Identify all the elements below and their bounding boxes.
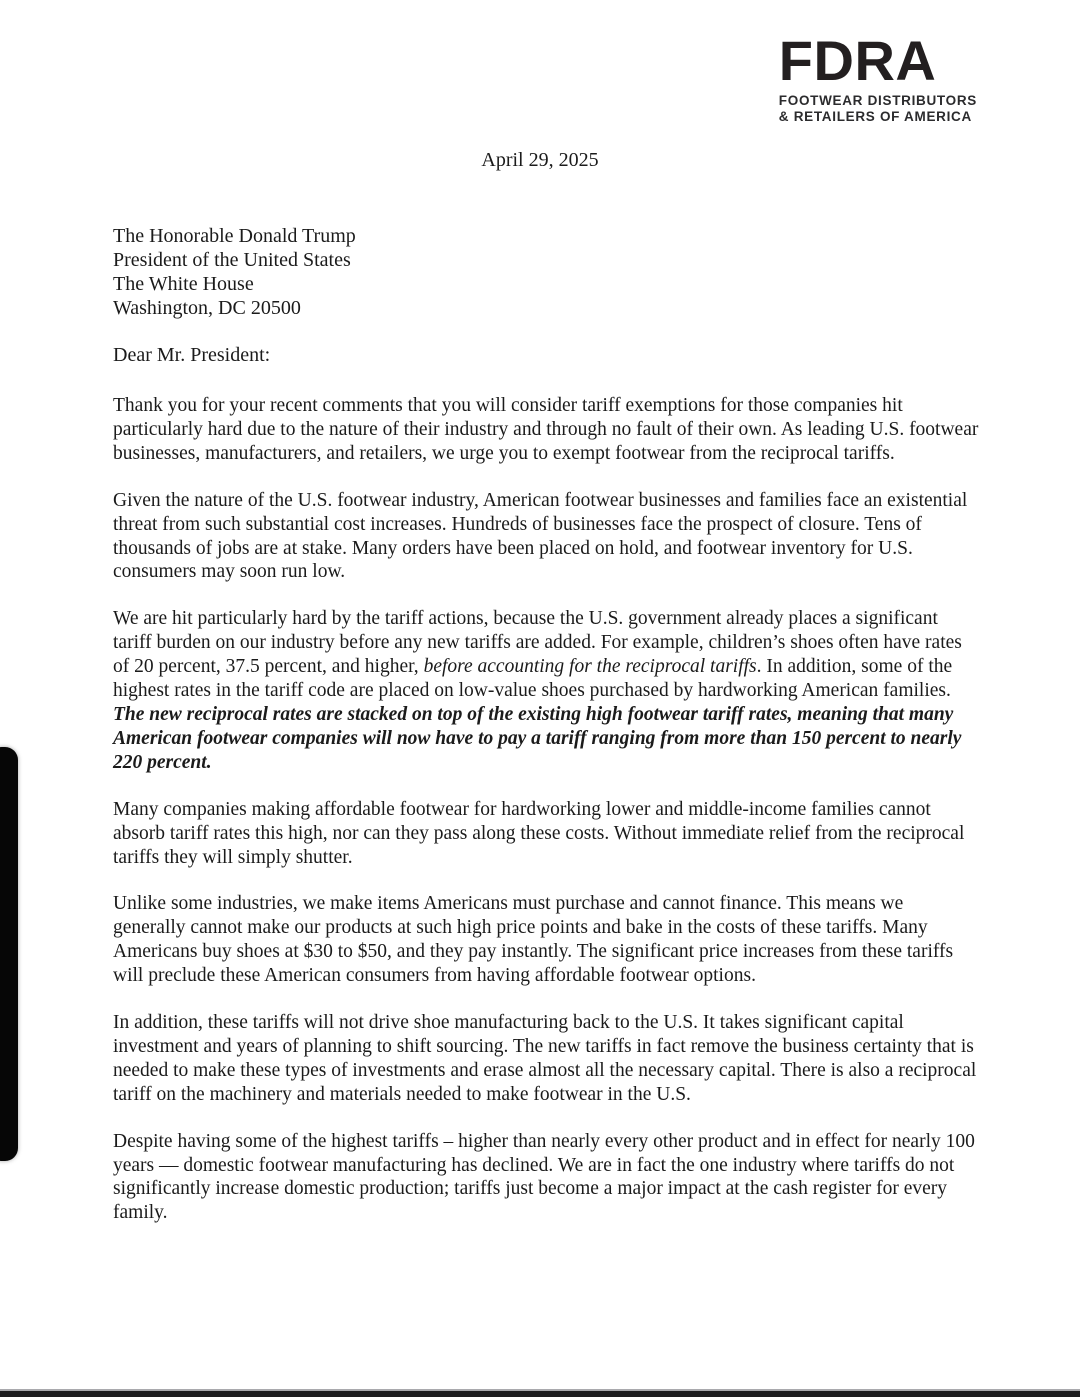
- text-run-normal: Thank you for your recent comments that you will consider tariff exemptions for those companies hit particularly hard due to the nature of their industry and through no fault of their own. As leading U.S. footwear businesses, manufacturers, and retailers, we urge you to exempt footwear from the reciprocal tariffs.: [113, 395, 979, 464]
- recipient-address-line: The White House: [113, 273, 254, 295]
- recipient-address-line: The Honorable Donald Trump: [113, 225, 356, 247]
- page-bottom-divider: [0, 1389, 1080, 1397]
- text-run-normal: . In addition, some of the highest rates in the tariff code are placed on low-value shoes purchased by hardworking American families.: [113, 656, 953, 702]
- salutation: Dear Mr. President:: [113, 344, 271, 366]
- text-run-normal: Unlike some industries, we make items Americans must purchase and cannot finance. This means we generally cannot make our products at such high price points and bake in the costs of these tariffs. Many Americans buy shoes at $30 to $50, and they pay instantly. The significant price increases from these tariffs will preclude these American consumers from having affordable footwear options.: [113, 893, 954, 987]
- fdra-logo-tagline-line2: & RETAILERS OF AMERICA: [778, 108, 972, 124]
- scroll-handle[interactable]: [0, 747, 18, 1161]
- recipient-address-line: Washington, DC 20500: [113, 297, 301, 319]
- letter-paragraph: [113, 1130, 979, 1226]
- letter-paragraph: [113, 489, 979, 585]
- fdra-logo: [778, 29, 977, 124]
- text-run-bold-italic: The new reciprocal rates are stacked on top of the existing high footwear tariff rates, meaning that many American footwear companies will now have to pay a tariff ranging from more than 150 percent to nearly 220 percent.: [113, 703, 962, 773]
- letter-paragraph: [113, 394, 979, 466]
- text-run-italic: before accounting for the reciprocal tariffs: [423, 656, 757, 678]
- text-run-normal: In addition, these tariffs will not drive shoe manufacturing back to the U.S. It takes significant capital investment and years of planning to shift sourcing. The new tariffs in fact remove the business certainty that is needed to make these types of investments and erase almost all the necessary capital. There is also a reciprocal tariff on the machinery and materials needed to make footwear in the U.S.: [113, 1012, 977, 1105]
- text-run-normal: We are hit particularly hard by the tariff actions, because the U.S. government already places a significant tariff burden on our industry before any new tariffs are added. For example, children’s shoes often have rates of 20 percent, 37.5 percent, and higher,: [113, 608, 962, 678]
- text-run-normal: Despite having some of the highest tariffs – higher than nearly every other product and in effect for nearly 100 years — domestic footwear manufacturing has declined. We are in fact the one industry where tariffs do not significantly increase domestic production; tariffs just become a major impact at the cash register for every family.: [113, 1130, 975, 1224]
- recipient-address-line: President of the United States: [113, 249, 351, 271]
- fdra-logo-tagline-line1: FOOTWEAR DISTRIBUTORS: [778, 93, 977, 109]
- letter-paragraph: [113, 1011, 979, 1107]
- fdra-logo-tagline: [779, 93, 977, 124]
- letter-paragraph: [113, 892, 979, 988]
- letter-body: [113, 394, 979, 1248]
- text-run-normal: Given the nature of the U.S. footwear industry, American footwear businesses and families face an existential threat from such substantial cost increases. Hundreds of businesses face the prospect of closure. Tens of thousands of jobs are at stake. Many orders have been placed on hold, and footwear inventory for U.S. consumers may soon run low.: [113, 489, 968, 583]
- letter-date: April 29, 2025: [481, 149, 599, 171]
- recipient-address-block: [113, 224, 356, 320]
- letter-paragraph: [113, 607, 979, 774]
- fdra-logo-acronym: FDRA: [778, 29, 937, 92]
- text-run-normal: Many companies making affordable footwear for hardworking lower and middle-income families cannot absorb tariff rates this high, nor can they pass along these costs. Without immediate relief from the reciprocal tariffs they will simply shutter.: [113, 798, 965, 868]
- letter-paragraph: [113, 798, 979, 870]
